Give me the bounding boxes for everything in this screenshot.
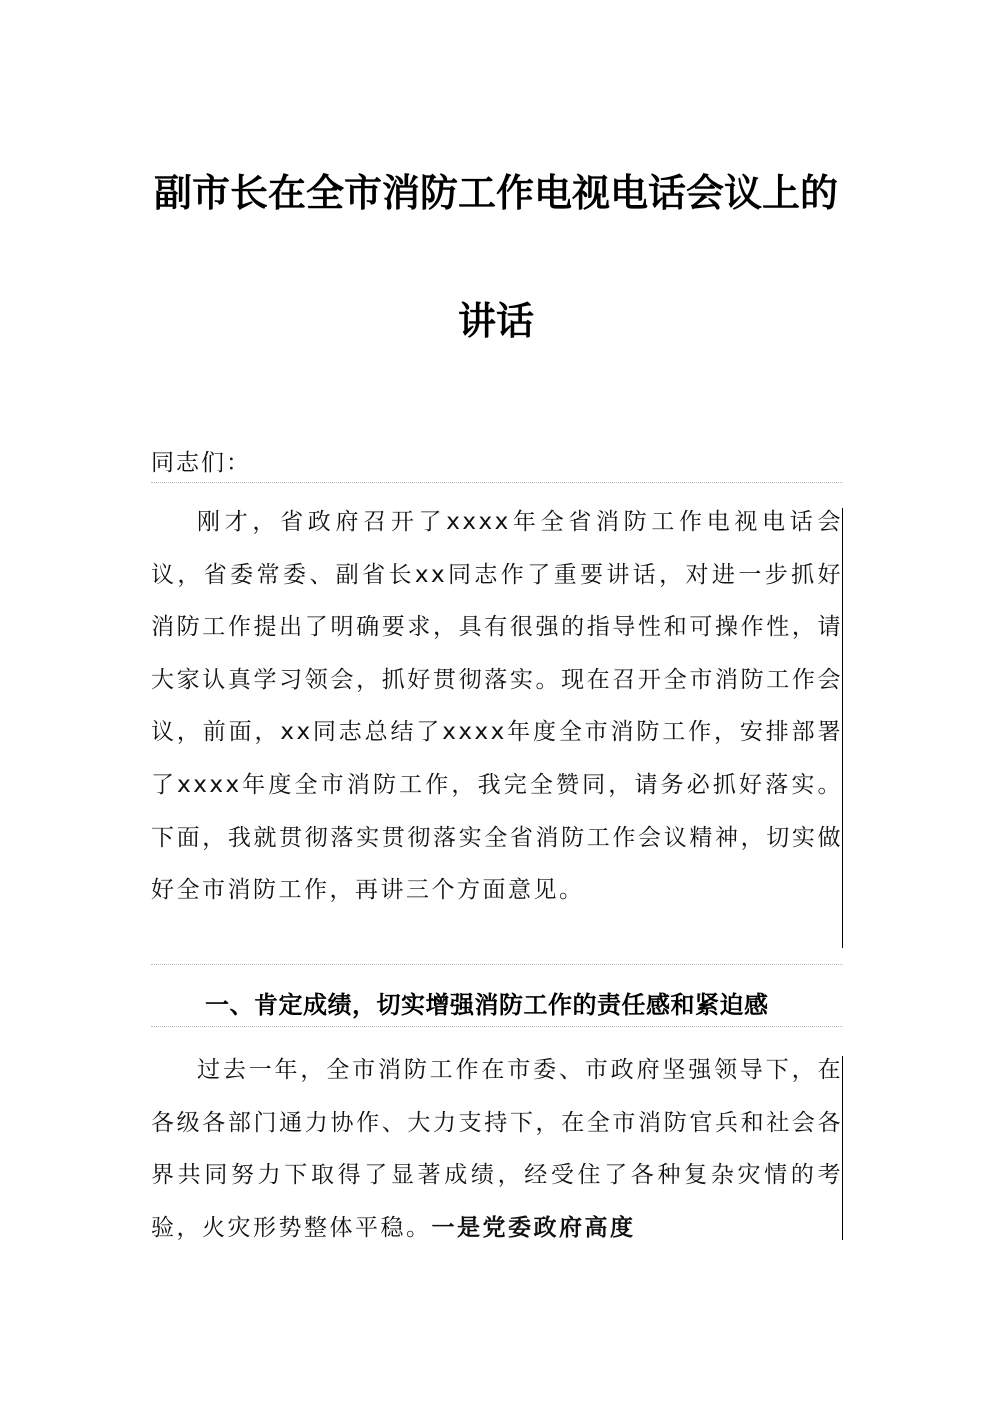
- section-heading: 一、肯定成绩，切实增强消防工作的责任感和紧迫感: [205, 991, 769, 1019]
- greeting: 同志们：: [151, 450, 251, 476]
- paragraph-text: 过去一年，全市消防工作在市委、市政府坚强领导下，在各级各部门通力协作、大力支持下，在全市消防官兵和社会各界共同努力下取得了显著成绩，经受住了各种复杂灾情的考验，火灾形势整体平稳。: [151, 1057, 843, 1241]
- paragraph: [151, 1044, 843, 1254]
- paragraph: 刚才，省政府召开了xxxx年全省消防工作电视电话会议，省委常委、副省长xx同志作了重要讲话，对进一步抓好消防工作提出了明确要求，具有很强的指导性和可操作性，请大家认真学习领会，抓好贯彻落实。现在召开全市消防工作会议，前面，xx同志总结了xxxx年度全市消防工作，安排部署了xxxx年度全市消防工作，我完全赞同，请务必抓好落实。下面，我就贯彻落实贯彻落实全省消防工作会议精神，切实做好全市消防工作，再讲三个方面意见。: [151, 509, 843, 904]
- divider: [151, 964, 843, 965]
- document-title-line-1: 副市长在全市消防工作电视电话会议上的: [153, 171, 838, 215]
- document-title-line-2: 讲话: [457, 299, 534, 343]
- divider: [151, 1026, 843, 1027]
- paragraph-bold-text: 一是党委政府高度: [431, 1214, 636, 1241]
- divider: [151, 482, 843, 483]
